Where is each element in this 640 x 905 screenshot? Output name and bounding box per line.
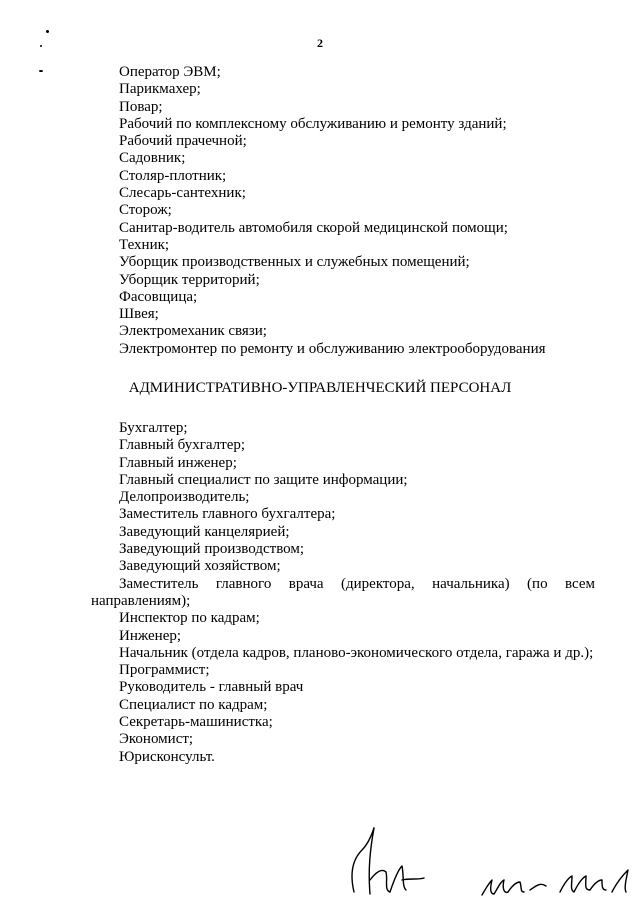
list-item: Главный инженер; (119, 454, 237, 471)
handwritten-signature (340, 820, 635, 900)
list-item: Сторож; (119, 202, 172, 219)
list-item: Специалист по кадрам; (119, 696, 268, 713)
list-item: Рабочий прачечной; (119, 133, 247, 150)
list-item: Заведующий канцелярией; (119, 523, 290, 540)
list-item: Программист; (119, 662, 210, 679)
list-item: Заведующий хозяйством; (119, 558, 281, 575)
list-item: Повар; (119, 98, 163, 115)
section-heading: АДМИНИСТРАТИВНО-УПРАВЛЕНЧЕСКИЙ ПЕРСОНАЛ (128, 380, 512, 396)
list-item: Юрисконсульт. (119, 748, 215, 765)
list-item: Электромонтер по ремонту и обслуживанию электрооборудования (119, 340, 546, 357)
list-item: Делопроизводитель; (119, 489, 250, 506)
list-item: Рабочий по комплексному обслуживанию и ремонту зданий; (119, 115, 507, 132)
list-item: Фасовщица; (119, 288, 198, 305)
list-item: Швея; (119, 306, 159, 323)
page-number: 2 (317, 36, 323, 50)
list-item: Экономист; (119, 731, 194, 748)
list-item: Начальник (отдела кадров, планово-экономического отдела, гаража и др.); (119, 644, 594, 661)
list-item: Электромеханик связи; (119, 323, 267, 340)
list-item: Заведующий производством; (119, 541, 305, 558)
list-item: Заместитель главного бухгалтера; (119, 506, 336, 523)
occupation-list-workers (0, 64, 640, 358)
list-item: Уборщик территорий; (119, 271, 260, 288)
scan-mark (46, 30, 49, 33)
occupation-list-administrative (0, 420, 640, 766)
list-item: Заместитель главного врача (директора, начальника) (по всем направлениям); (91, 575, 595, 609)
list-item: Главный специалист по защите информации; (119, 471, 408, 488)
list-item: Садовник; (119, 150, 186, 167)
list-item: Уборщик производственных и служебных помещений; (119, 254, 470, 271)
list-item: Инженер; (119, 627, 182, 644)
list-item: Руководитель - главный врач (119, 679, 304, 696)
list-item: Столяр-плотник; (119, 167, 227, 184)
list-item: Главный бухгалтер; (119, 437, 246, 454)
list-item: Санитар-водитель автомобиля скорой медицинской помощи; (119, 219, 508, 236)
list-item: Инспектор по кадрам; (119, 610, 260, 627)
list-item: Парикмахер; (119, 81, 201, 98)
list-item: Слесарь-сантехник; (119, 185, 246, 202)
list-item: Оператор ЭВМ; (119, 64, 221, 80)
list-item: Бухгалтер; (119, 420, 188, 436)
list-item: Техник; (119, 236, 170, 253)
list-item: Секретарь-машинистка; (119, 714, 273, 731)
